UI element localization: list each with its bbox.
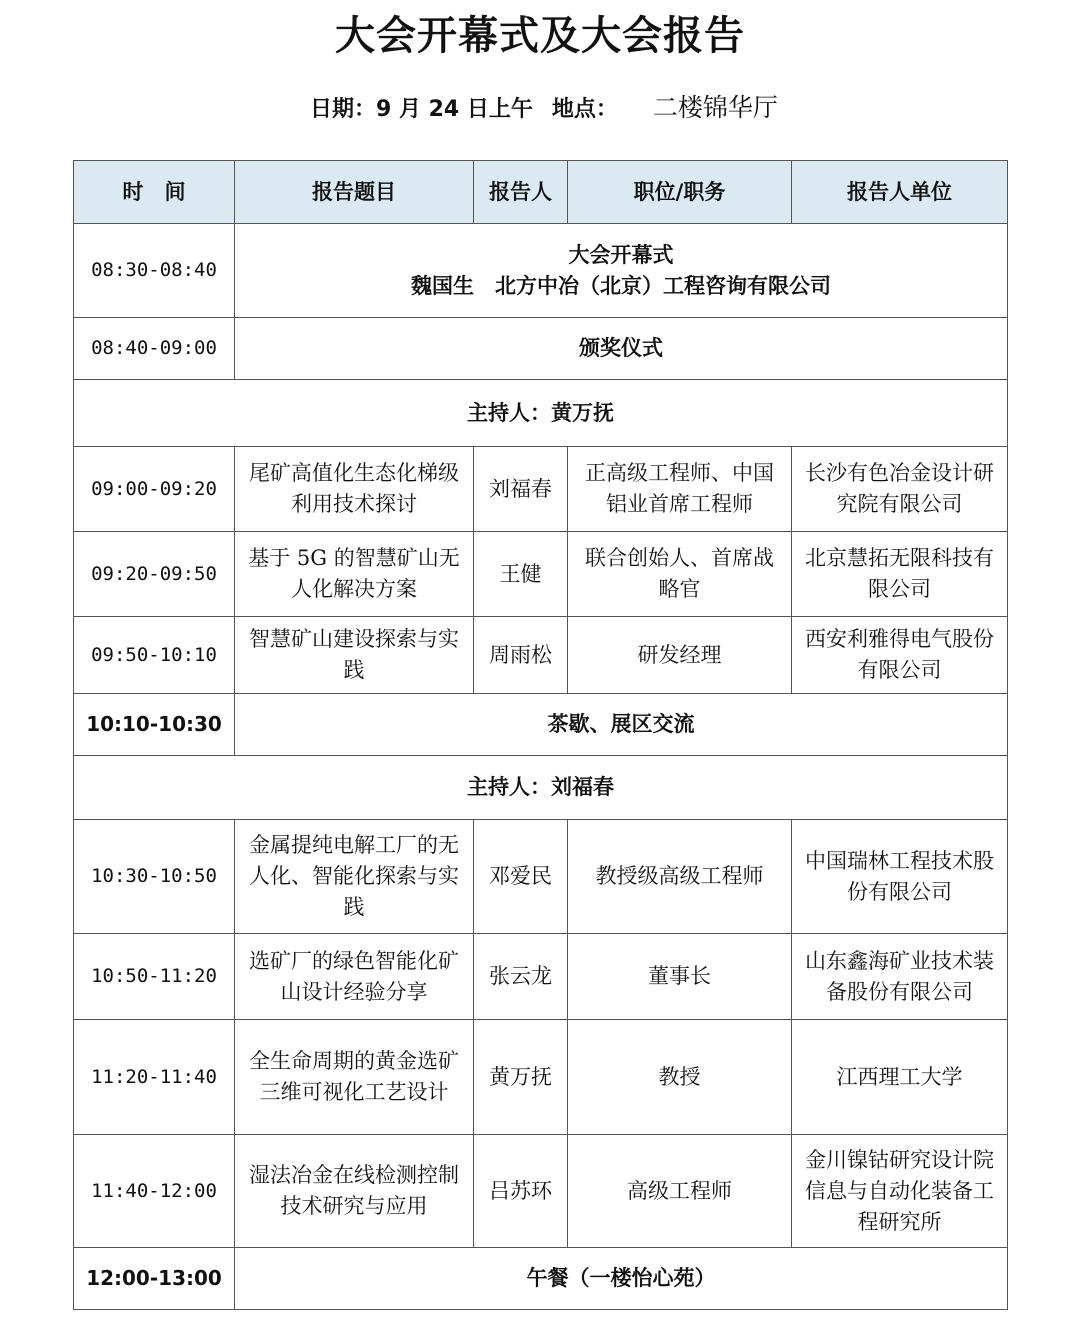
org-cell: 山东鑫海矿业技术装备股份有限公司	[792, 934, 1008, 1020]
table-row	[74, 820, 1008, 934]
date-label: 日期：9 月 24 日上午	[310, 97, 533, 122]
table-row	[74, 1135, 1008, 1248]
header-topic: 报告题目	[235, 161, 474, 224]
time-cell: 11:20-11:40	[74, 1020, 235, 1135]
time-cell: 09:00-09:20	[74, 447, 235, 532]
header-org: 报告人单位	[792, 161, 1008, 224]
position-cell: 联合创始人、首席战略官	[568, 532, 792, 617]
speaker-cell: 王健	[474, 532, 568, 617]
time-cell: 12:00-13:00	[74, 1248, 235, 1310]
org-cell: 中国瑞林工程技术股份有限公司	[792, 820, 1008, 934]
org-cell: 江西理工大学	[792, 1020, 1008, 1135]
table-row	[74, 1248, 1008, 1310]
time-cell: 09:20-09:50	[74, 532, 235, 617]
host-row	[74, 756, 1008, 820]
table-row	[74, 934, 1008, 1020]
topic-cell: 智慧矿山建设探索与实践	[235, 617, 474, 694]
event-meta	[310, 88, 778, 128]
host-cell: 主持人：黄万抚	[74, 380, 1008, 447]
time-cell: 10:10-10:30	[74, 694, 235, 756]
topic-cell: 基于 5G 的智慧矿山无人化解决方案	[235, 532, 474, 617]
agenda-table	[73, 160, 1008, 1310]
host-row	[74, 380, 1008, 447]
position-cell: 教授	[568, 1020, 792, 1135]
time-cell: 10:50-11:20	[74, 934, 235, 1020]
speaker-cell: 周雨松	[474, 617, 568, 694]
header-time: 时 间	[74, 161, 235, 224]
session-cell: 颁奖仪式	[235, 318, 1008, 380]
time-cell: 11:40-12:00	[74, 1135, 235, 1248]
table-row	[74, 1020, 1008, 1135]
org-cell: 长沙有色冶金设计研究院有限公司	[792, 447, 1008, 532]
topic-cell: 选矿厂的绿色智能化矿山设计经验分享	[235, 934, 474, 1020]
speaker-cell: 吕苏环	[474, 1135, 568, 1248]
speaker-cell: 刘福春	[474, 447, 568, 532]
time-cell: 10:30-10:50	[74, 820, 235, 934]
page-title: 大会开幕式及大会报告	[335, 13, 745, 59]
table-row	[74, 224, 1008, 318]
session-cell: 茶歇、展区交流	[235, 694, 1008, 756]
table-row	[74, 617, 1008, 694]
position-cell: 研发经理	[568, 617, 792, 694]
table-row	[74, 532, 1008, 617]
position-cell: 高级工程师	[568, 1135, 792, 1248]
time-cell: 08:40-09:00	[74, 318, 235, 380]
topic-cell: 全生命周期的黄金选矿三维可视化工艺设计	[235, 1020, 474, 1135]
time-cell: 08:30-08:40	[74, 224, 235, 318]
session-detail: 魏国生 北方中冶（北京）工程咨询有限公司	[411, 273, 831, 298]
header-speaker: 报告人	[474, 161, 568, 224]
host-cell: 主持人：刘福春	[74, 756, 1008, 820]
speaker-cell: 黄万抚	[474, 1020, 568, 1135]
topic-cell: 金属提纯电解工厂的无人化、智能化探索与实践	[235, 820, 474, 934]
org-cell: 西安利雅得电气股份有限公司	[792, 617, 1008, 694]
header-position: 职位/职务	[568, 161, 792, 224]
position-cell: 教授级高级工程师	[568, 820, 792, 934]
table-row	[74, 447, 1008, 532]
time-cell: 09:50-10:10	[74, 617, 235, 694]
speaker-cell: 邓爱民	[474, 820, 568, 934]
position-cell: 董事长	[568, 934, 792, 1020]
location-label: 地点：	[551, 97, 618, 122]
org-cell: 北京慧拓无限科技有限公司	[792, 532, 1008, 617]
speaker-cell: 张云龙	[474, 934, 568, 1020]
session-cell	[235, 224, 1008, 318]
session-title: 大会开幕式	[568, 242, 674, 267]
table-header-row	[74, 161, 1008, 224]
table-row	[74, 694, 1008, 756]
location-value: 二楼锦华厅	[652, 93, 778, 122]
position-cell: 正高级工程师、中国铝业首席工程师	[568, 447, 792, 532]
session-cell: 午餐（一楼怡心苑）	[235, 1248, 1008, 1310]
topic-cell: 湿法冶金在线检测控制技术研究与应用	[235, 1135, 474, 1248]
table-row	[74, 318, 1008, 380]
topic-cell: 尾矿高值化生态化梯级利用技术探讨	[235, 447, 474, 532]
org-cell: 金川镍钴研究设计院信息与自动化装备工程研究所	[792, 1135, 1008, 1248]
